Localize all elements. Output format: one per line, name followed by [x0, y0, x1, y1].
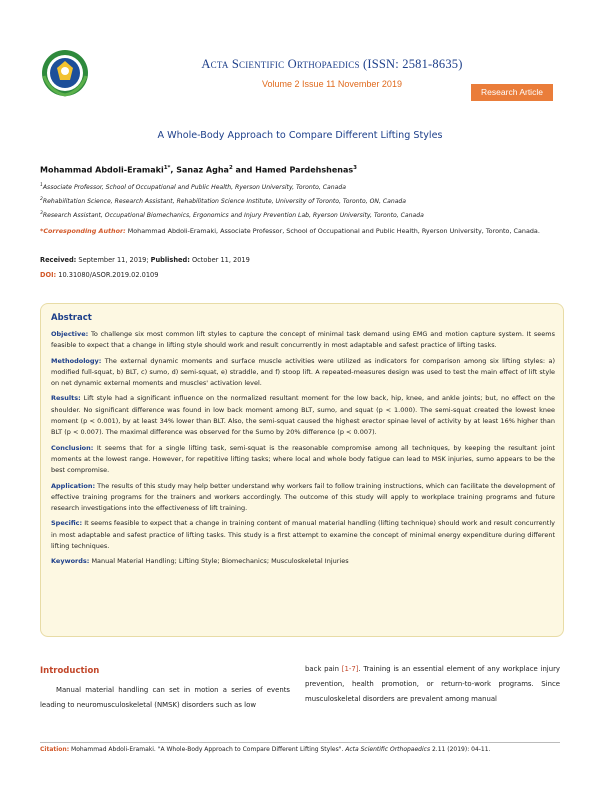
abstract-text: The results of this study may help better understand why workers fail to follow training instructions, which can facilitate the development of effective training programs for the trainers and workers accordingly. The outcome of this study will apply to workplace training programs and future research investigations into the effectiveness of lift training.	[51, 481, 555, 513]
author-name: Hamed Pardehshenas	[255, 165, 354, 175]
citation-journal: Acta Scientific Orthopaedics	[345, 746, 431, 753]
abstract-objective	[51, 329, 555, 352]
abstract-label: Specific:	[51, 519, 83, 528]
affiliation-text: Rehabilitation Science, Research Assistant, Rehabilitation Science Institute, University of Toronto, Toronto, ON, Canada	[42, 198, 407, 206]
abstract-application	[51, 481, 555, 515]
introduction-heading: Introduction	[40, 666, 100, 676]
introduction-left-column: Manual material handling can set in motion a series of events leading to neuromusculoskeletal (NMSK) disorders such as low	[40, 686, 290, 709]
abstract-text: Manual Material Handling; Lifting Style; Biomechanics; Musculoskeletal Injuries	[89, 557, 349, 566]
affiliation-number: 3	[40, 211, 43, 216]
citation-text: Mohammad Abdoli-Eramaki. "A Whole-Body Approach to Compare Different Lifting Styles".	[69, 746, 346, 753]
corresponding-author	[40, 225, 565, 237]
citation-link[interactable]: [1-7]	[341, 665, 359, 673]
doi-label: DOI:	[40, 271, 57, 279]
affiliation-number: 2	[40, 197, 43, 202]
footer-divider	[40, 742, 560, 743]
abstract-specific	[51, 518, 555, 552]
received-date: September 11, 2019;	[76, 256, 151, 264]
affiliation-3	[40, 211, 424, 219]
abstract-label: Application:	[51, 481, 96, 490]
abstract-text: It seems feasible to expect that a change in training content of manual material handling (lifting technique) should work and result concurrently in most adaptable and safest practice of lifting tasks. This study is a first attempt to examine the concept of minimal energy expenditure during different lifting techniques.	[51, 519, 555, 551]
abstract-box	[40, 303, 564, 637]
abstract-conclusion	[51, 443, 555, 477]
author-list	[40, 165, 357, 175]
journal-logo-icon	[40, 48, 90, 98]
affiliation-text: Associate Professor, School of Occupational and Public Health, Ryerson University, Toronto, Canada	[42, 184, 346, 192]
author-name: Mohammad Abdoli-Eramaki	[40, 165, 164, 175]
paper-title: A Whole-Body Approach to Compare Different Lifting Styles	[157, 130, 443, 141]
affiliation-number: 1	[40, 183, 43, 188]
abstract-label: Objective:	[51, 330, 89, 338]
received-label: Received:	[40, 256, 77, 264]
abstract-text: Lift style had a significant influence on the normalized resultant moment for the low back, hip, knee, and ankle joints; but, no effect on the shoulder. No significant difference was found in low back moment among BLT, sumo, and squat (p < 1.000). The semi-squat created the lowest knee moment (p < 0.001), by at least 34% lower than BLT. Also, the semi-squat caused the highest erector spinae level of activity by at least 16% higher than BLT (p < 0.007). The maximal difference was observed for the Sumo by 20% difference (p < 0.007).	[51, 394, 555, 437]
citation-footer	[40, 746, 560, 753]
abstract-text: It seems that for a single lifting task, semi-squat is the reasonable compromise among all techniques, by keeping the resultant joint moments at the lowest range. However, for repetitive lifting tasks; where local and whole body fatigue can lead to MSK injuries, sumo appears to be the best compromise.	[51, 443, 555, 475]
intro-text: . Training is an essential element of any workplace injury prevention, health promotion, or return-to-work programs. Since musculoskeletal disorders are prevalent among manual	[305, 665, 561, 703]
citation-label: Citation:	[40, 746, 70, 753]
affiliation-text: Research Assistant, Occupational Biomechanics, Ergonomics and Injury Prevention Lab, Ryerson University, Toronto, Canada	[42, 212, 424, 220]
author-separator: ,	[170, 165, 177, 175]
abstract-heading: Abstract	[51, 313, 92, 323]
abstract-label: Keywords:	[51, 557, 90, 566]
citation-rest: 2.11 (2019): 04-11.	[430, 746, 491, 753]
affiliation-2	[40, 197, 406, 205]
author-separator: and	[232, 165, 256, 175]
abstract-text: The external dynamic moments and surface muscle activities were utilized as indicators for comparison among six lifting styles: a) modified full-squat, b) BLT, c) sumo, d) semi-squat, e) straddle, and f) stoop lift. A repeated-measures design was used to test the main effect of lift style on net dynamic external moments and muscles' activation level.	[51, 356, 555, 388]
author-superscript: 2	[228, 165, 233, 171]
affiliation-1	[40, 183, 346, 191]
journal-volume: Volume 2 Issue 11 November 2019	[262, 79, 402, 89]
abstract-methodology	[51, 356, 555, 390]
corresponding-author-label: *Corresponding Author:	[40, 227, 126, 235]
author-superscript: 3	[353, 165, 357, 171]
author-name: Sanaz Agha	[176, 165, 229, 175]
journal-title: Acta Scientific Orthopaedics (ISSN: 2581-8635)	[201, 57, 463, 71]
abstract-label: Methodology:	[51, 356, 102, 365]
article-dates	[40, 256, 250, 264]
abstract-text: To challenge six most common lift styles to capture the concept of minimal task demand using EMG and motion capture system. It seems feasible to expect that a change in lifting style should work and result concurrently in most adaptable and safest practice of lifting tasks.	[51, 330, 555, 350]
abstract-label: Conclusion:	[51, 443, 94, 452]
published-date: October 11, 2019	[189, 256, 250, 264]
corresponding-author-text: Mohammad Abdoli-Eramaki, Associate Professor, School of Occupational and Public Health, Ryerson University, Toronto, Canada.	[125, 227, 540, 235]
published-label: Published:	[150, 256, 190, 264]
doi-link[interactable]: 10.31080/ASOR.2019.02.0109	[56, 271, 159, 279]
article-type-badge: Research Article	[471, 84, 553, 101]
doi	[40, 271, 158, 279]
abstract-results	[51, 393, 555, 438]
intro-text: back pain	[305, 665, 342, 673]
author-superscript: 1*	[163, 165, 171, 171]
abstract-label: Results:	[51, 394, 81, 403]
introduction-right-column	[305, 662, 560, 707]
abstract-keywords	[51, 556, 555, 567]
